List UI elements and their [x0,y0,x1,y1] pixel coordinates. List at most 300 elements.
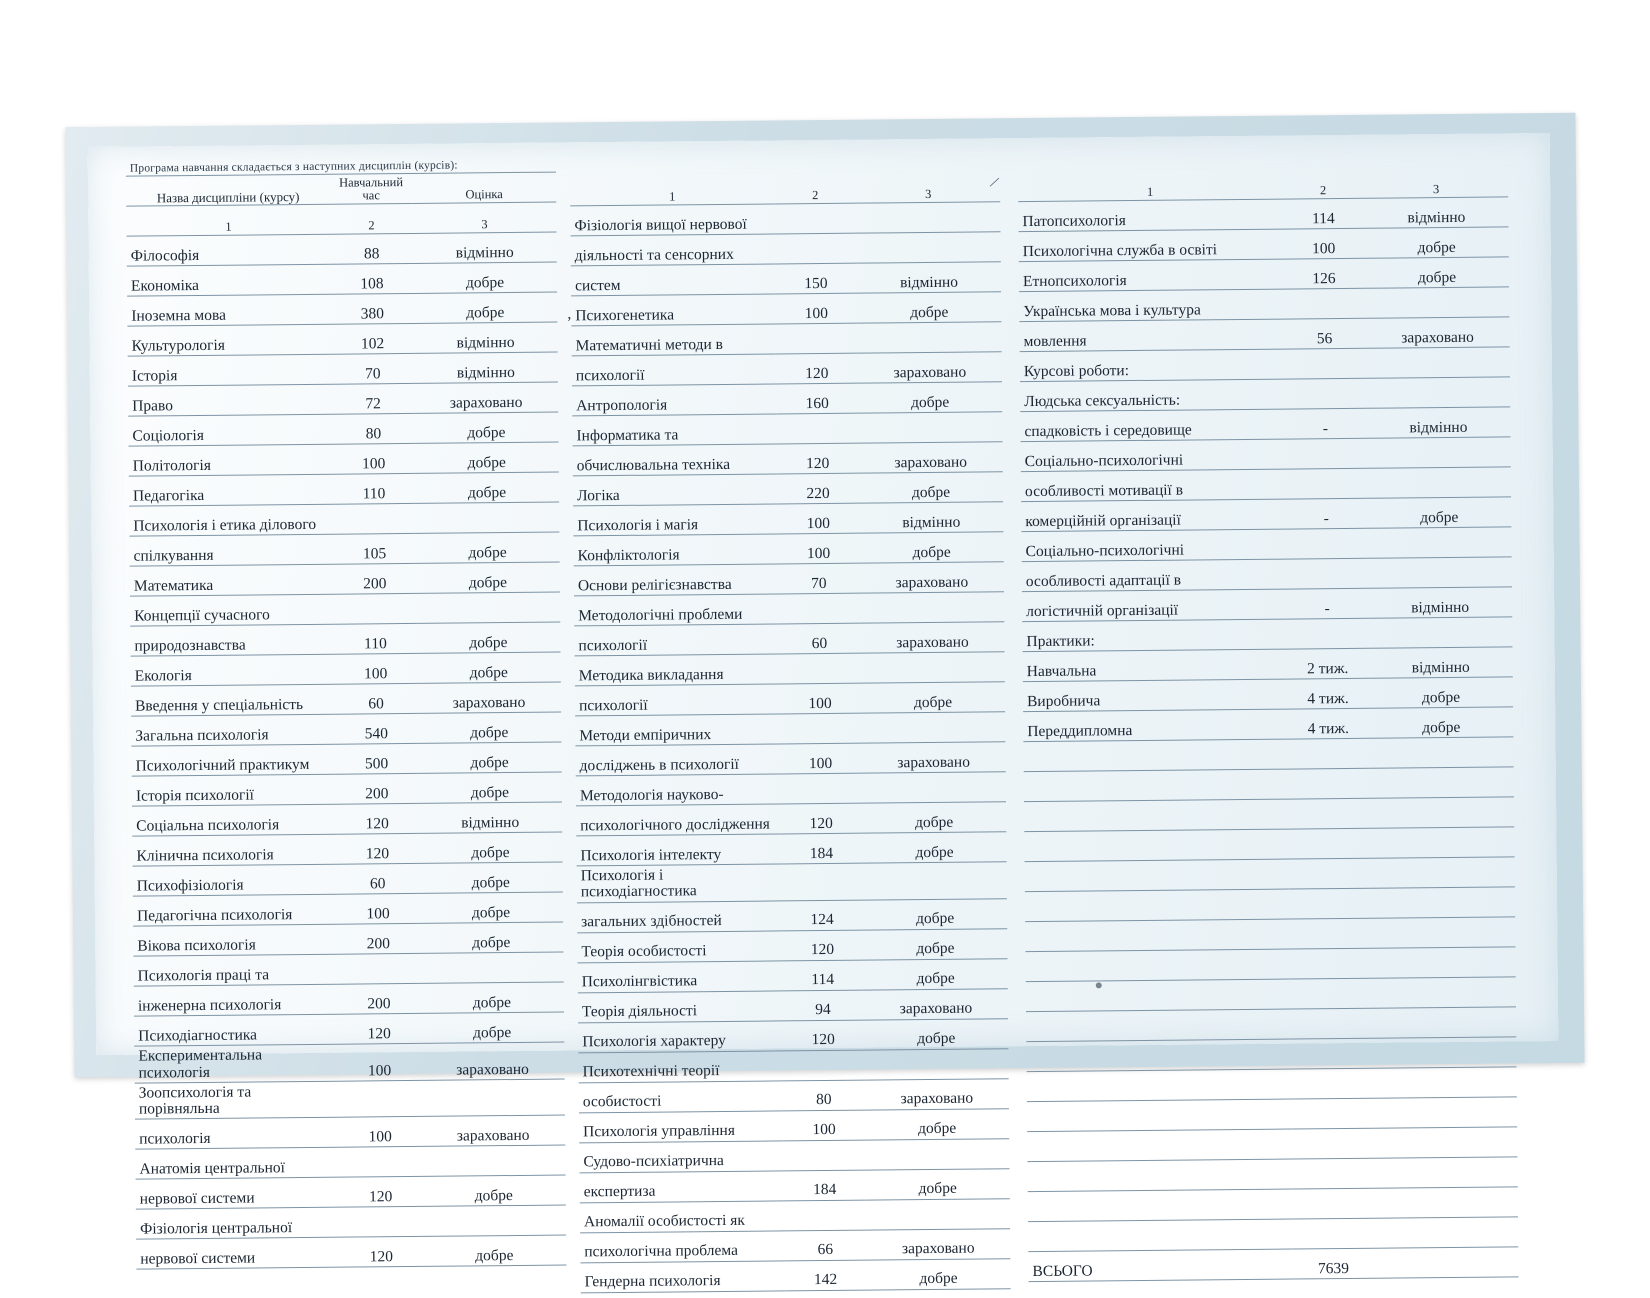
discipline-name: Експериментальна психологія [134,1044,338,1082]
empty-cell [1025,859,1289,892]
discipline-mark: добре [422,1235,566,1266]
empty-cell [1370,797,1514,828]
discipline-hours: 66 [784,1230,866,1261]
table-row-empty [1028,1217,1518,1252]
table-row [577,862,1007,903]
table-row [580,1168,1010,1202]
table-row [127,232,557,266]
discipline-mark: добре [1367,497,1511,528]
table-row-empty [1025,947,1515,982]
discipline-mark [1368,557,1512,588]
discipline-hours [776,413,858,444]
discipline-mark: відмінно [1368,587,1512,618]
discipline-name: Політологія [129,444,333,476]
discipline-name: Психофізіологія [133,864,337,896]
table-row [573,472,1003,506]
discipline-name: Методологія науково- [576,774,780,806]
table-row [575,742,1005,776]
discipline-hours [783,1140,865,1171]
table-row [574,562,1004,596]
discipline-hours: - [1284,408,1366,439]
discipline-mark: добре [418,832,562,863]
empty-cell [1292,1188,1374,1219]
discipline-name: особистості [579,1080,783,1112]
discipline-hours: 200 [337,924,419,955]
discipline-name: Клінична психологія [132,834,336,866]
discipline-name: психології [574,624,778,656]
table-row [136,1205,566,1239]
disciplines-rows-1 [127,232,567,1269]
discipline-name: Конфліктологія [573,534,777,566]
table-row [134,1012,564,1046]
discipline-name: Переддипломна [1023,709,1287,742]
discipline-name: Курсові роботи: [1020,349,1284,382]
discipline-mark: відмінно [414,352,558,383]
empty-cell [1371,887,1515,918]
discipline-hours: 60 [337,864,419,895]
table-row [1021,437,1511,472]
discipline-hours: 120 [336,834,418,865]
empty-cell [1290,1038,1372,1069]
discipline-mark [419,952,563,983]
discipline-hours [1284,378,1366,409]
table-row [1022,587,1512,622]
discipline-name: Теорія діяльності [578,990,782,1022]
discipline-mark: добре [1369,677,1513,708]
discipline-mark [1366,377,1510,408]
discipline-name: Історія [128,354,332,386]
discipline-hours: 126 [1283,258,1365,289]
discipline-mark [421,1145,565,1176]
empty-cell [1370,767,1514,798]
discipline-name: нервової системи [136,1237,340,1269]
discipline-hours: 100 [777,533,859,564]
col2-number-3: 3 [856,138,1001,203]
discipline-name: Методологічні проблеми [574,594,778,626]
discipline-mark: відмінно [857,262,1001,293]
discipline-mark: добре [420,982,564,1013]
discipline-hours: 100 [775,293,857,324]
table-row [133,892,563,926]
discipline-mark [865,1138,1009,1169]
discipline-mark: добре [858,382,1002,413]
discipline-hours [775,323,857,354]
discipline-mark: добре [417,652,561,683]
discipline-name: Психологія і магія [573,504,777,536]
discipline-hours: 88 [331,234,413,265]
discipline-name: Патопсихологія [1018,199,1282,232]
table-row [1019,227,1509,262]
discipline-mark: добре [416,562,560,593]
discipline-name: Психологічний практикум [131,744,335,776]
table-row [127,322,557,356]
discipline-hours: - [1286,588,1368,619]
empty-cell [1287,738,1369,769]
discipline-name: Гендерна психологія [580,1260,784,1292]
discipline-name: Українська мова і культура [1019,289,1283,322]
empty-cell [1026,979,1290,1012]
discipline-name: Соціально-психологічні [1021,439,1285,472]
empty-cell [1373,1127,1517,1158]
disciplines-table-2 [570,138,1011,1293]
discipline-hours [340,1207,422,1238]
table-row [128,352,558,386]
disciplines-column-3 [1018,133,1517,1280]
discipline-name: експертиза [580,1170,784,1202]
discipline-mark [860,592,1004,623]
discipline-mark: добре [864,958,1008,989]
disciplines-rows-3 [1018,197,1513,742]
empty-cell [1024,829,1288,862]
table-row [129,442,559,476]
discipline-hours [339,1080,421,1117]
discipline-name: досліджень в психології [575,744,779,776]
disciplines-column-1 [126,143,565,1268]
discipline-name: Психодіагностика [134,1014,338,1046]
discipline-hours: 100 [335,654,417,685]
discipline-hours: 120 [336,804,418,835]
discipline-hours: 105 [333,534,415,565]
discipline-hours: 102 [331,324,413,355]
discipline-mark: добре [862,832,1006,863]
table-row-empty [1027,1097,1517,1132]
discipline-hours: 150 [775,263,857,294]
discipline-mark: добре [863,898,1007,929]
discipline-mark: добре [416,622,560,653]
discipline-name: Концепції сучасного [130,594,334,626]
table-row [1023,707,1513,742]
empty-cell [1374,1187,1518,1218]
table-row [576,802,1006,836]
table-row [127,292,557,326]
discipline-hours: 110 [334,624,416,655]
discipline-hours: 120 [340,1237,422,1268]
discipline-mark: добре [865,1108,1009,1139]
table-row [572,352,1002,386]
document-sheet [65,113,1584,1291]
discipline-name: Практики: [1022,619,1286,652]
discipline-hours: 120 [781,930,863,961]
table-row [134,1042,564,1083]
table-row-empty [1026,977,1516,1012]
discipline-name: нервової системи [136,1177,340,1209]
discipline-name: психологічного дослідження [576,804,780,836]
discipline-mark [861,652,1005,683]
empty-cell [1027,1069,1291,1102]
discipline-mark [416,592,560,623]
discipline-hours: 120 [338,1014,420,1045]
discipline-hours [1285,468,1367,499]
table-row-empty [1025,857,1515,892]
discipline-mark: добре [422,1175,566,1206]
table-row [1021,467,1511,502]
empty-cell [1371,947,1515,978]
discipline-hours: 70 [332,354,414,385]
discipline-hours: 100 [333,444,415,475]
table-row-empty [1025,917,1515,952]
disciplines-filler-3 [1023,737,1518,1252]
discipline-mark [1367,527,1511,558]
discipline-mark [856,202,1000,233]
discipline-mark: зараховано [420,1042,564,1080]
discipline-name: Культурологія [127,324,331,356]
discipline-name: Екологія [131,654,335,686]
discipline-name: Психологія інтелекту [576,834,780,866]
discipline-hours: 120 [340,1177,422,1208]
discipline-mark: зараховано [859,442,1003,473]
table-row-empty [1025,887,1515,922]
empty-cell [1028,1219,1292,1252]
empty-cell [1289,948,1371,979]
discipline-mark: добре [419,862,563,893]
discipline-hours: 94 [782,990,864,1021]
discipline-mark: зараховано [421,1115,565,1146]
table-row [577,898,1007,932]
table-row [131,682,561,716]
discipline-name: Право [128,384,332,416]
table-row [1018,197,1508,232]
disciplines-column-2 [570,138,1009,1291]
col3-number-3: 3 [1364,133,1509,198]
discipline-hours [1284,348,1366,379]
discipline-name: Зоопсихологія та порівняльна [135,1081,339,1119]
discipline-hours [1285,438,1367,469]
discipline-mark [862,772,1006,803]
program-note: Програма навчання складається з наступних дисциплін (курсів): [126,143,556,177]
discipline-hours: - [1285,498,1367,529]
table-row [571,322,1001,356]
table-row [130,592,560,626]
empty-cell [1028,1189,1292,1222]
discipline-hours: 100 [337,894,419,925]
discipline-name: діяльності та сенсорних [571,234,775,266]
table-row [572,412,1002,446]
discipline-hours: 72 [332,384,414,415]
empty-cell [1372,1037,1516,1068]
discipline-hours: 380 [331,294,413,325]
table-row-empty [1024,767,1514,802]
discipline-hours [779,653,861,684]
table-row-empty [1023,737,1513,772]
empty-cell [1289,918,1371,949]
table-row [578,958,1008,992]
discipline-mark: добре [1369,707,1513,738]
discipline-hours [1285,528,1367,559]
table-row-empty [1027,1127,1517,1162]
discipline-name: логістичній організації [1022,589,1286,622]
discipline-name: Анатомія центральної [135,1148,339,1180]
table-row [1021,527,1511,562]
table-row [574,592,1004,626]
discipline-hours: 100 [779,743,861,774]
discipline-mark: зараховано [860,562,1004,593]
table-row [135,1145,565,1179]
col-number-2: 2 [330,204,412,235]
table-row [579,1078,1009,1112]
empty-cell [1374,1217,1518,1248]
discipline-mark: добре [857,292,1001,323]
table-row [580,1228,1010,1262]
discipline-hours: 142 [784,1260,866,1291]
table-row [132,772,562,806]
discipline-mark: добре [1365,227,1509,258]
col-header-name: Назва дисципліни (курсу) [126,174,330,206]
table-row [131,742,561,776]
discipline-mark: зараховано [858,352,1002,383]
table-number-row-3 [1018,133,1509,201]
discipline-hours [337,954,419,985]
discipline-hours: 120 [782,1020,864,1051]
table-row [128,412,558,446]
table-row-empty [1026,1007,1516,1042]
discipline-hours [1283,288,1365,319]
discipline-hours: 120 [780,803,862,834]
table-row [577,928,1007,962]
discipline-mark: зараховано [1365,317,1509,348]
discipline-mark: добре [864,1018,1008,1049]
discipline-hours [333,504,415,535]
discipline-hours: 124 [781,900,863,931]
discipline-mark: добре [420,1012,564,1043]
discipline-hours: 120 [777,443,859,474]
discipline-mark: добре [866,1168,1010,1199]
discipline-name: Психологія і етика ділового [129,504,333,536]
table-row-empty [1024,797,1514,832]
discipline-mark: добре [859,532,1003,563]
discipline-hours: 100 [339,1117,421,1148]
table-row [133,922,563,956]
discipline-mark: відмінно [1369,647,1513,678]
discipline-name: Математика [130,564,334,596]
discipline-hours: 100 [783,1110,865,1141]
total-mark-empty [1374,1247,1518,1278]
discipline-mark [858,412,1002,443]
empty-cell [1371,917,1515,948]
discipline-name: Психолінгвістика [578,960,782,992]
discipline-hours: 56 [1283,318,1365,349]
table-row [1019,287,1509,322]
discipline-name: Економіка [127,264,331,296]
table-row-empty [1024,827,1514,862]
table-row [578,1048,1008,1082]
empty-cell [1288,768,1370,799]
discipline-name: систем [571,264,775,296]
discipline-hours: 160 [776,383,858,414]
discipline-hours: 114 [782,960,864,991]
discipline-hours: 114 [1282,198,1364,229]
discipline-mark: зараховано [865,1078,1009,1109]
discipline-hours [782,1050,864,1081]
table-row [136,1175,566,1209]
discipline-mark: добре [417,712,561,743]
discipline-name: інженерна психологія [134,984,338,1016]
table-row [1020,347,1510,382]
discipline-hours: 200 [334,564,416,595]
col2-number-1: 1 [570,140,775,205]
table-row [133,952,563,986]
discipline-mark [1365,287,1509,318]
discipline-hours [778,593,860,624]
total-label: ВСЬОГО [1028,1249,1292,1282]
discipline-name: Навчальна [1023,649,1287,682]
discipline-mark [857,322,1001,353]
table-row-empty [1027,1157,1517,1192]
table-row [578,988,1008,1022]
table-row-empty [1026,1037,1516,1072]
table-row [571,232,1001,266]
discipline-mark [1367,437,1511,468]
discipline-name: Судово-психіатрична [579,1140,783,1172]
discipline-name: психології [572,354,776,386]
disciplines-table-1 [126,143,567,1270]
document-page [88,133,1559,1291]
discipline-mark [421,1079,565,1117]
empty-cell [1023,739,1287,772]
discipline-name: Основи релігієзнавства [574,564,778,596]
discipline-mark: зараховано [860,622,1004,653]
empty-cell [1290,978,1372,1009]
empty-cell [1025,919,1289,952]
disciplines-rows-2 [570,202,1010,1293]
discipline-name: Історія психології [132,774,336,806]
discipline-name: Вікова психологія [133,924,337,956]
discipline-mark: зараховано [861,742,1005,773]
discipline-name: Психологія і психодіагностика [577,864,781,902]
table-row [576,772,1006,806]
table-row [575,652,1005,686]
discipline-hours: 108 [331,264,413,295]
empty-cell [1025,949,1289,982]
table-row [574,622,1004,656]
discipline-name: Психологія праці та [133,954,337,986]
discipline-mark: добре [413,292,557,323]
discipline-mark: добре [414,412,558,443]
empty-cell [1371,857,1515,888]
discipline-hours: 4 тиж. [1287,678,1369,709]
discipline-mark: відмінно [1366,407,1510,438]
discipline-mark: зараховано [864,988,1008,1019]
discipline-name: Психологічна служба в освіті [1019,229,1283,262]
discipline-mark: відмінно [413,322,557,353]
discipline-name: Педагогічна психологія [133,894,337,926]
table-row [572,382,1002,416]
discipline-name: комерційній організації [1021,499,1285,532]
discipline-name: Іноземна мова [127,294,331,326]
table-header-note-row [126,143,556,177]
table-row [1023,677,1513,712]
discipline-name: Психогенетика [571,294,775,326]
table-row [1022,557,1512,592]
table-number-row-2 [570,138,1001,206]
discipline-mark: добре [862,802,1006,833]
empty-cell [1291,1068,1373,1099]
table-row [134,982,564,1016]
discipline-mark: відмінно [1364,197,1508,228]
empty-cell [1024,769,1288,802]
table-row [131,712,561,746]
discipline-name: Фізіологія центральної [136,1207,340,1239]
discipline-name: Педагогіка [129,474,333,506]
discipline-mark [422,1205,566,1236]
empty-cell [1373,1157,1517,1188]
empty-cell [1026,1039,1290,1072]
table-row [575,682,1005,716]
empty-cell [1372,1007,1516,1038]
discipline-mark [866,1198,1010,1229]
col-number-1: 1 [126,204,330,236]
col-header-mark: Оцінка [412,172,556,204]
discipline-name: обчислювальна техніка [573,444,777,476]
